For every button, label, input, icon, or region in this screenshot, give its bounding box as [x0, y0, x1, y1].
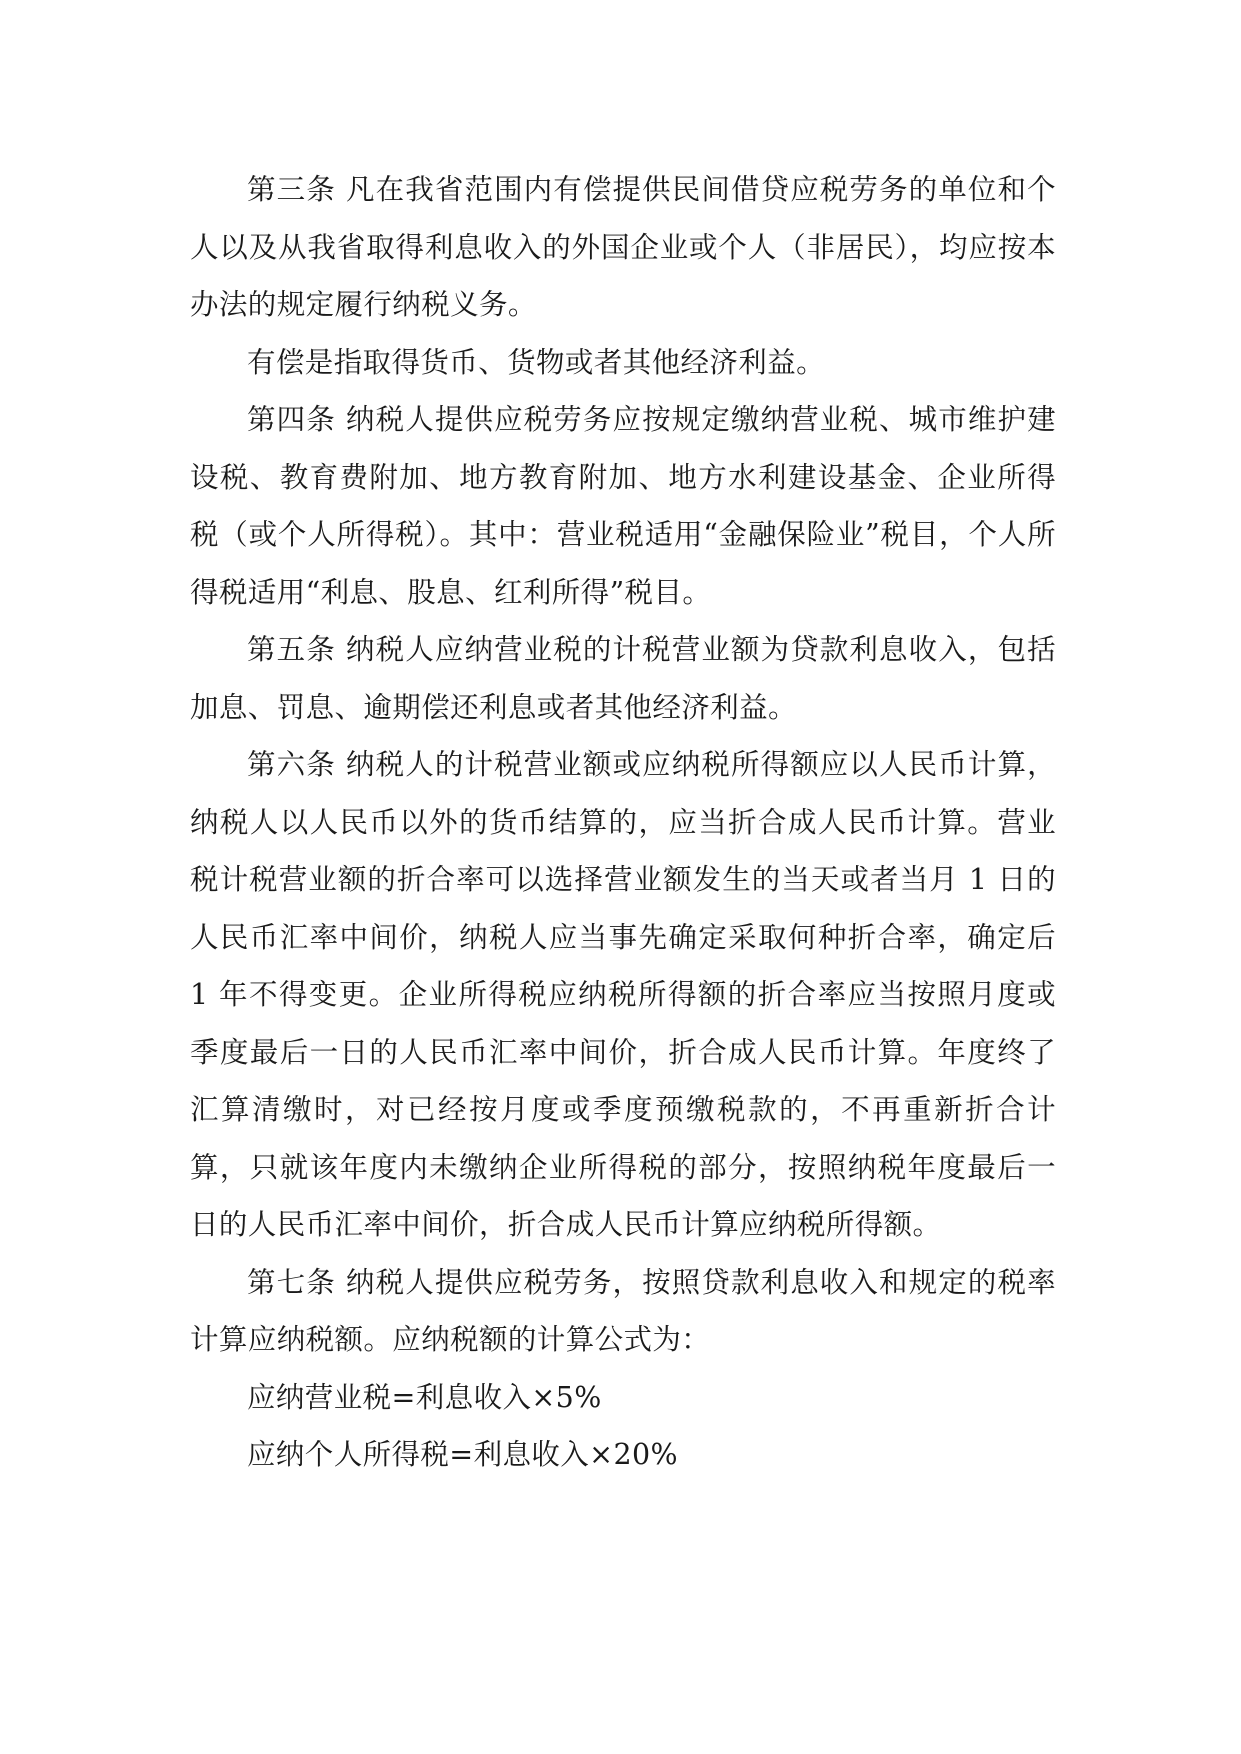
formula-business-tax: 应纳营业税=利息收入×5% [247, 1380, 602, 1414]
paragraph-article-7: 第七条 纳税人提供应税劳务，按照贷款利息收入和规定的税率计算应纳税额。应纳税额的计算公式为： [190, 1265, 1056, 1356]
paragraph-article-5: 第五条 纳税人应纳营业税的计税营业额为贷款利息收入，包括加息、罚息、逾期偿还利息或者其他经济利益。 [190, 633, 1056, 724]
paragraph-article-3: 第三条 凡在我省范围内有偿提供民间借贷应税劳务的单位和个人以及从我省取得利息收入的外国企业或个人（非居民），均应按本办法的规定履行纳税义务。 [190, 173, 1056, 321]
paragraph-article-6: 第六条 纳税人的计税营业额或应纳税所得额应以人民币计算，纳税人以人民币以外的货币结算的，应当折合成人民币计算。营业税计税营业额的折合率可以选择营业额发生的当天或者当月 1 日的人民币汇率中间价，纳税人应当事先确定采取何种折合率，确定后 1 年不得变更。企业所得税应纳税所得额的折合率应当按照月度或季度最后一日的人民币汇率中间价，折合成人民币计算。年度终了汇算清缴时，对已经按月度或季度预缴税款的，不再重新折合计算，只就该年度内未缴纳企业所得税的部分，按照纳税年度最后一日的人民币汇率中间价，折合成人民币计算应纳税所得额。 [190, 748, 1056, 1241]
document-body [190, 161, 1056, 1484]
paragraph-article-4: 第四条 纳税人提供应税劳务应按规定缴纳营业税、城市维护建设税、教育费附加、地方教育附加、地方水利建设基金、企业所得税（或个人所得税）。其中：营业税适用“金融保险业”税目，个人所得税适用“利息、股息、红利所得”税目。 [190, 403, 1056, 609]
paragraph-paid-definition: 有偿是指取得货币、货物或者其他经济利益。 [247, 345, 826, 379]
formula-personal-income-tax: 应纳个人所得税=利息收入×20% [247, 1438, 679, 1471]
